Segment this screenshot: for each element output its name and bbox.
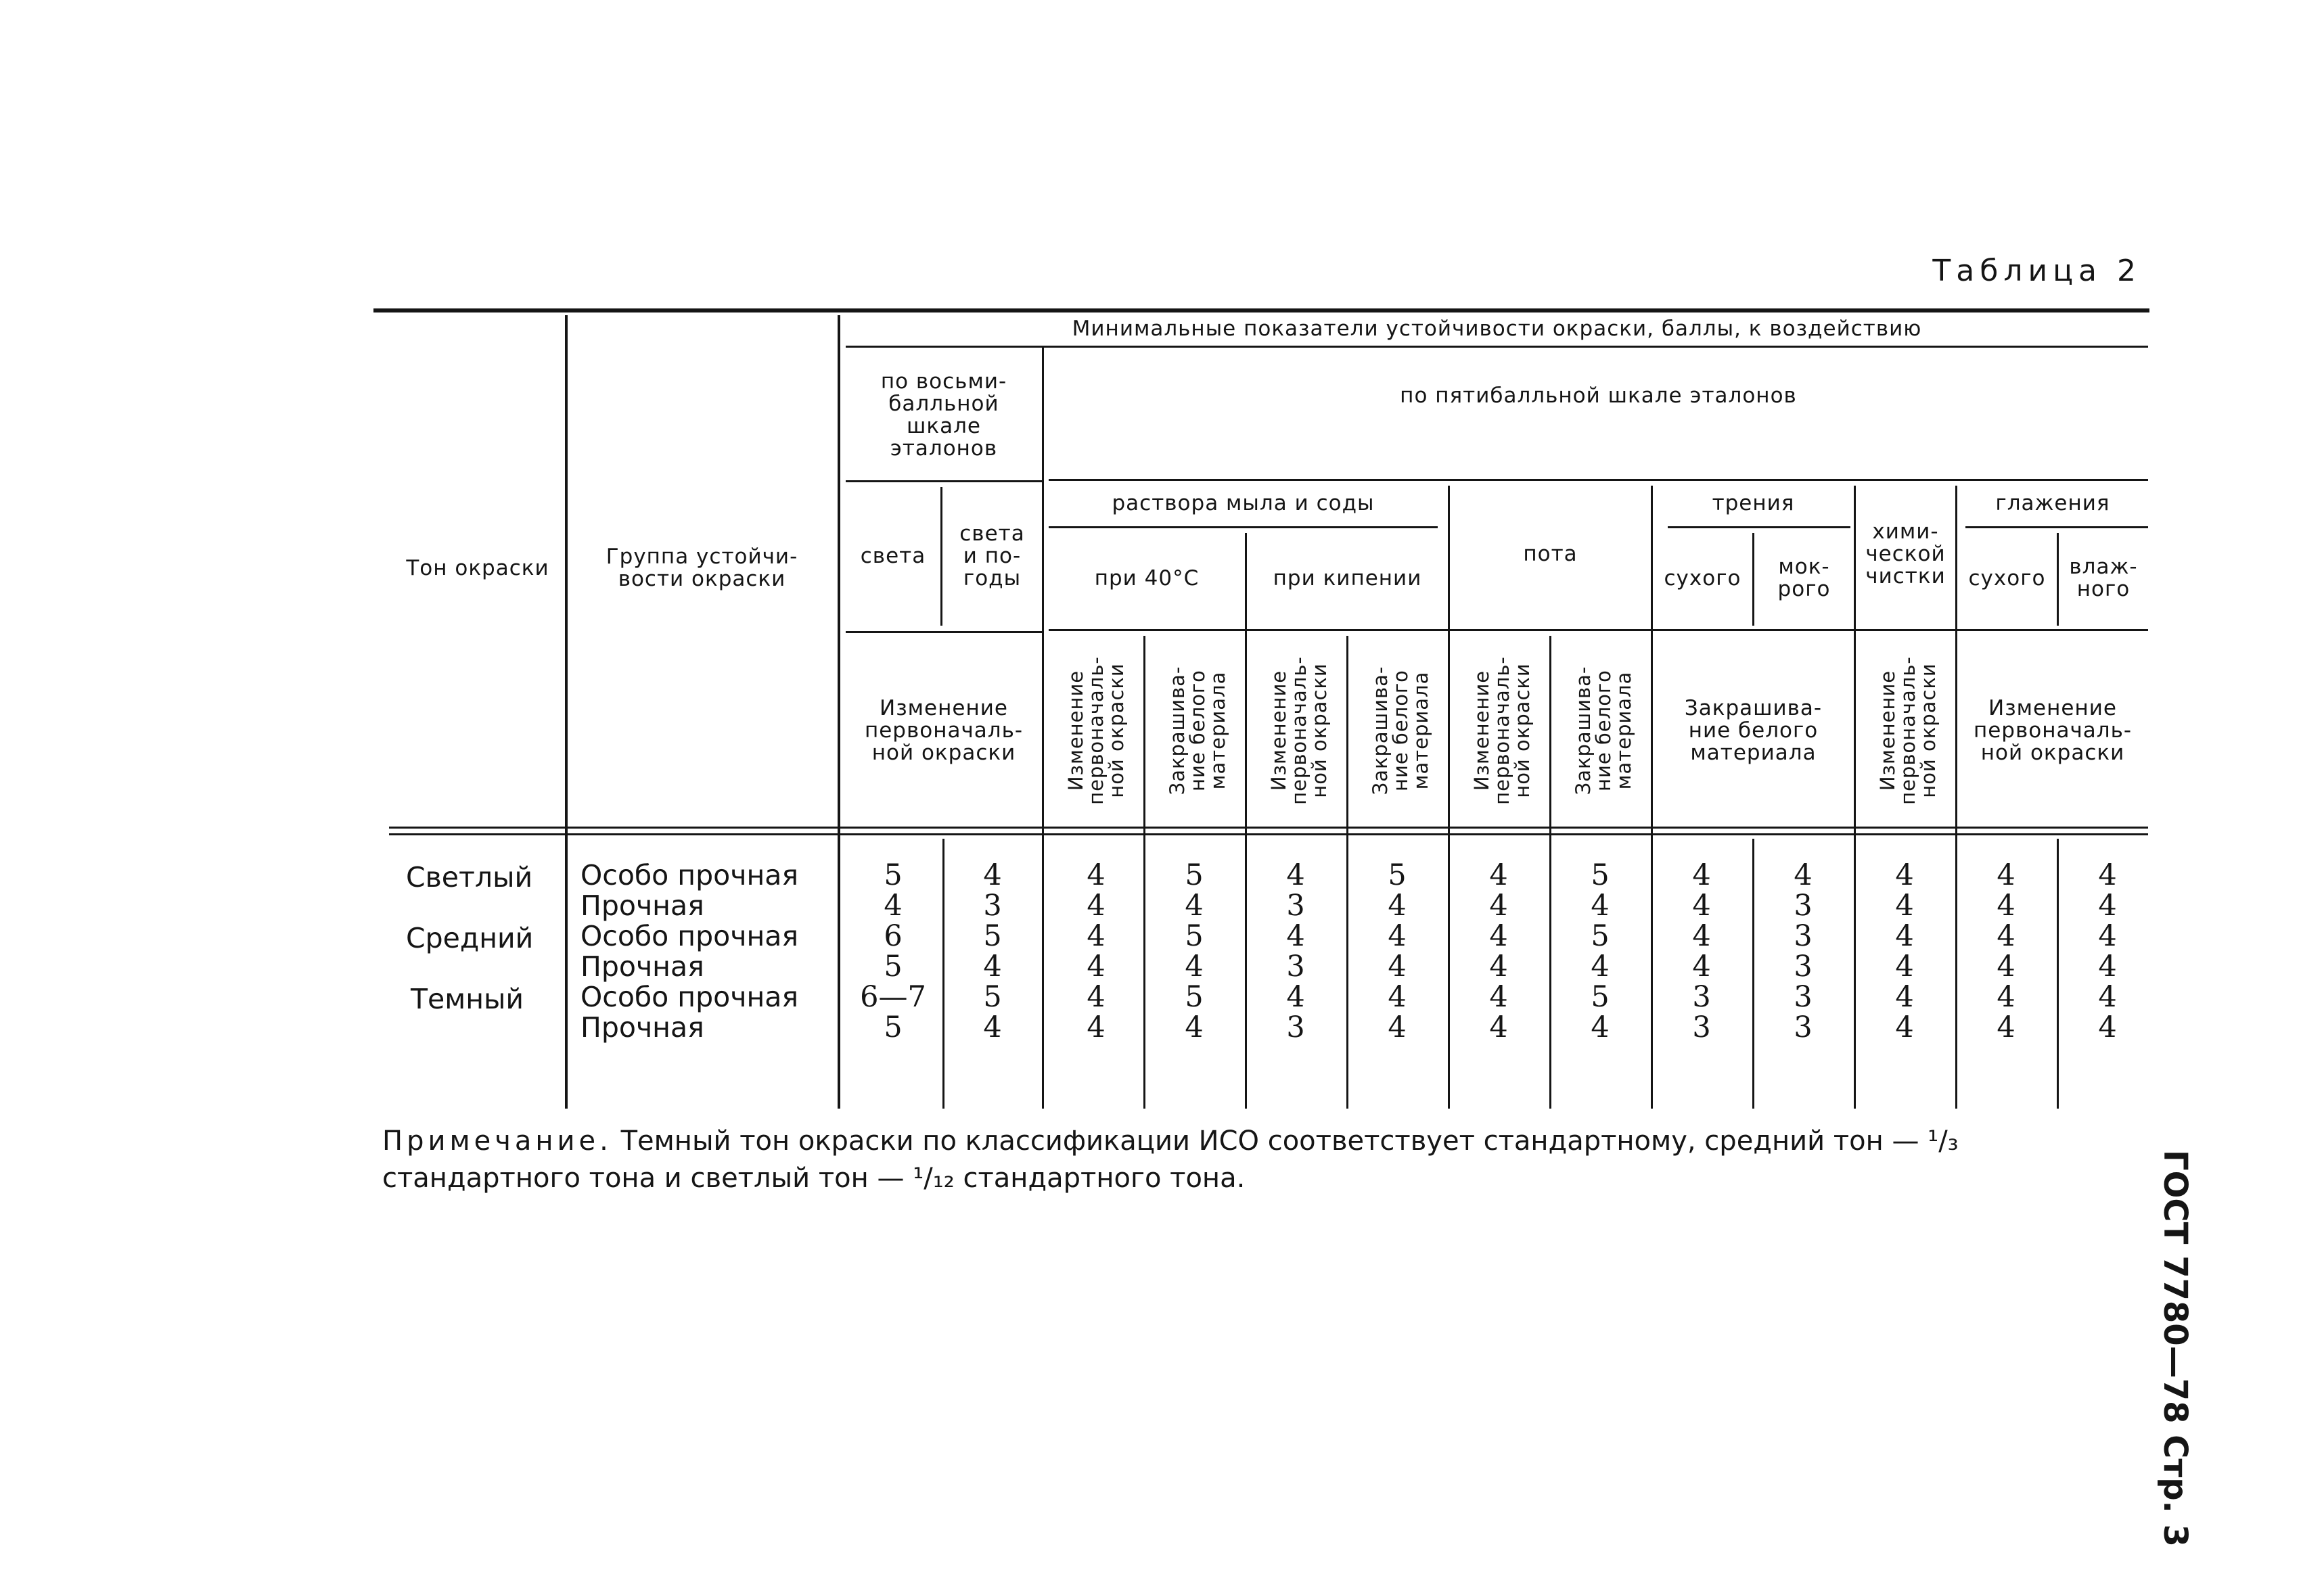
table-cell: 4 [2098,1011,2117,1044]
table-cell: 4 [1489,950,1508,983]
table-cell: 4 [1087,1011,1106,1044]
table-cell: 4 [1997,980,2015,1014]
table-cell: 4 [2098,889,2117,923]
table-cell: 4 [1692,858,1711,892]
header-boil: при кипении [1273,565,1422,590]
table-cell: 5 [884,950,903,983]
table-cell: 4 [1997,950,2015,983]
header-eight-change: Изменение первоначаль- ной окраски [864,695,1024,765]
note-label: Примечание. [382,1126,612,1157]
table-cell: 4 [1997,1011,2015,1044]
note [382,1123,2162,1197]
table-cell: 4 [1591,950,1610,983]
header-rule-soap [1049,526,1438,528]
table-cell: 5 [1388,858,1407,892]
header-soap: раствора мыла и соды [1112,490,1375,515]
table-cell: 6 [884,919,903,953]
header-at-40: при 40°С [1094,565,1200,590]
table-cell: 3 [1692,1011,1711,1044]
col-rule-tone [565,315,568,1109]
header-light-weather: света и по- годы [959,522,1025,590]
table-cell: 4 [1388,980,1407,1014]
table-cell: 4 [1185,889,1204,923]
table-cell: 5 [1591,919,1610,953]
header-ironing-change: Изменение первоначаль- ной окраски [1973,695,2133,765]
row-group-label: Особо прочная [580,920,799,952]
table-cell: 3 [983,889,1002,923]
table-cell: 4 [1895,980,1914,1014]
header-rule-five [1049,479,2148,481]
table-cell: 4 [983,950,1002,983]
header-eight-scale: по восьми- балльной шкале эталонов [880,369,1007,461]
table-cell: 4 [1997,858,2015,892]
table-cell: 4 [1895,889,1914,923]
table-cell: 4 [1185,1011,1204,1044]
table-cell: 3 [1794,950,1813,983]
table-cell: 3 [1794,1011,1813,1044]
tone-light: Светлый [406,861,533,894]
table-cell: 4 [1997,919,2015,953]
table-cell: 3 [1794,980,1813,1014]
note-text: Темный тон окраски по классификации ИСО соответствует стандартному, средний тон — ¹/₃ стандартного тона и светлый тон — ¹/₁₂ стандартного тона. [382,1126,1959,1194]
table-cell: 4 [1388,950,1407,983]
table-cell: 4 [983,1011,1002,1044]
table-cell: 4 [1087,950,1106,983]
header-at40-stain: Закрашива- ние белого материала [1166,666,1229,795]
row-group-label: Прочная [580,950,704,983]
header-sweat: пота [1523,542,1578,566]
tone-dark: Темный [411,983,524,1015]
table-title: Таблица 2 [1932,254,2141,288]
table-cell: 4 [1185,950,1204,983]
col-rule-ironing-mid-body [2057,839,2059,1109]
header-ironing-wet: влаж- ного [2069,555,2138,601]
header-rule-main [846,346,2148,348]
header-friction: трения [1712,490,1795,515]
row-group-label: Особо прочная [580,981,799,1013]
header-at40-change: Изменение первоначаль- ной окраски [1064,656,1128,805]
table-cell: 3 [1794,919,1813,953]
table-cell: 3 [1286,1011,1305,1044]
table-cell: 4 [1489,919,1508,953]
header-rule-ironing [1965,526,2148,528]
header-bottom-rule-2 [389,833,2148,835]
table-cell: 4 [1997,889,2015,923]
table-cell: 4 [2098,919,2117,953]
table-cell: 4 [1388,919,1407,953]
table-cell: 4 [884,889,903,923]
table-cell: 5 [1185,980,1204,1014]
table-cell: 4 [1087,889,1106,923]
table-cell: 4 [1692,889,1711,923]
table-cell: 4 [1286,858,1305,892]
header-friction-dry: сухого [1664,565,1741,590]
header-dryclean-change: Изменение первоначаль- ной окраски [1876,656,1940,805]
table-cell: 4 [1692,950,1711,983]
table-cell: 5 [884,858,903,892]
header-rule-eight [846,480,1042,482]
header-rule-eight-sub [846,631,1042,633]
table-cell: 4 [1087,980,1106,1014]
table-cell: 4 [1895,919,1914,953]
table-cell: 4 [1895,858,1914,892]
table-cell: 5 [1185,858,1204,892]
table-cell: 4 [1591,1011,1610,1044]
header-five-scale: по пятибалльной шкале эталонов [1400,383,1797,408]
table-cell: 3 [1286,889,1305,923]
row-group-label: Особо прочная [580,859,799,891]
header-friction-stain: Закрашива- ние белого материала [1684,695,1823,765]
row-group-label: Прочная [580,889,704,922]
table-cell: 5 [983,919,1002,953]
table-cell: 5 [1591,858,1610,892]
header-rule-sub [1049,629,2148,631]
header-light: света [860,544,926,568]
header-rule-friction [1668,526,1850,528]
table-cell: 4 [1895,950,1914,983]
table-cell: 4 [1895,1011,1914,1044]
col-rule-group [838,315,840,1109]
table-cell: 3 [1286,950,1305,983]
table-cell: 4 [1388,889,1407,923]
table-cell: 4 [1489,1011,1508,1044]
table-cell: 5 [1591,980,1610,1014]
table-cell: 4 [1286,919,1305,953]
table-cell: 4 [2098,950,2117,983]
table-cell: 4 [1692,919,1711,953]
table-cell: 5 [884,1011,903,1044]
col-rule-eight [1042,348,1044,1109]
table-cell: 4 [1591,889,1610,923]
header-boil-stain: Закрашива- ние белого материала [1369,666,1432,795]
header-friction-wet: мок- рого [1777,555,1831,601]
tone-medium: Средний [406,922,534,954]
col-rule-light-body [942,839,944,1109]
table-cell: 4 [2098,980,2117,1014]
header-ironing: глажения [1995,490,2110,515]
header-bottom-rule-1 [389,827,2148,829]
table-cell: 4 [983,858,1002,892]
row-group-label: Прочная [580,1011,704,1044]
table-cell: 5 [983,980,1002,1014]
header-tone: Тон окраски [406,555,549,580]
table-cell: 4 [1489,858,1508,892]
header-sweat-change: Изменение первоначаль- ной окраски [1470,656,1534,805]
header-dryclean: хими- ческой чистки [1865,519,1946,588]
table-cell: 3 [1794,889,1813,923]
table-cell: 5 [1185,919,1204,953]
table-cell: 3 [1692,980,1711,1014]
table-cell: 4 [1489,889,1508,923]
header-boil-change: Изменение первоначаль- ной окраски [1267,656,1331,805]
header-sweat-stain: Закрашива- ние белого материала [1572,666,1635,795]
side-page-label: ГОСТ 7780—78 Стр. 3 [2156,1150,2194,1547]
table-cell: 4 [1087,858,1106,892]
header-group: Группа устойчи- вости окраски [606,544,798,591]
header-main: Минимальные показатели устойчивости окраски, баллы, к воздействию [1072,316,1922,341]
table-cell: 4 [2098,858,2117,892]
table-cell: 4 [1794,858,1813,892]
table-cell: 4 [1286,980,1305,1014]
table-cell: 4 [1489,980,1508,1014]
col-rule-friction-mid-body [1752,839,1754,1109]
table-cell: 4 [1087,919,1106,953]
table-cell: 4 [1388,1011,1407,1044]
header-ironing-dry: сухого [1968,565,2046,590]
table-cell: 6—7 [860,980,926,1014]
